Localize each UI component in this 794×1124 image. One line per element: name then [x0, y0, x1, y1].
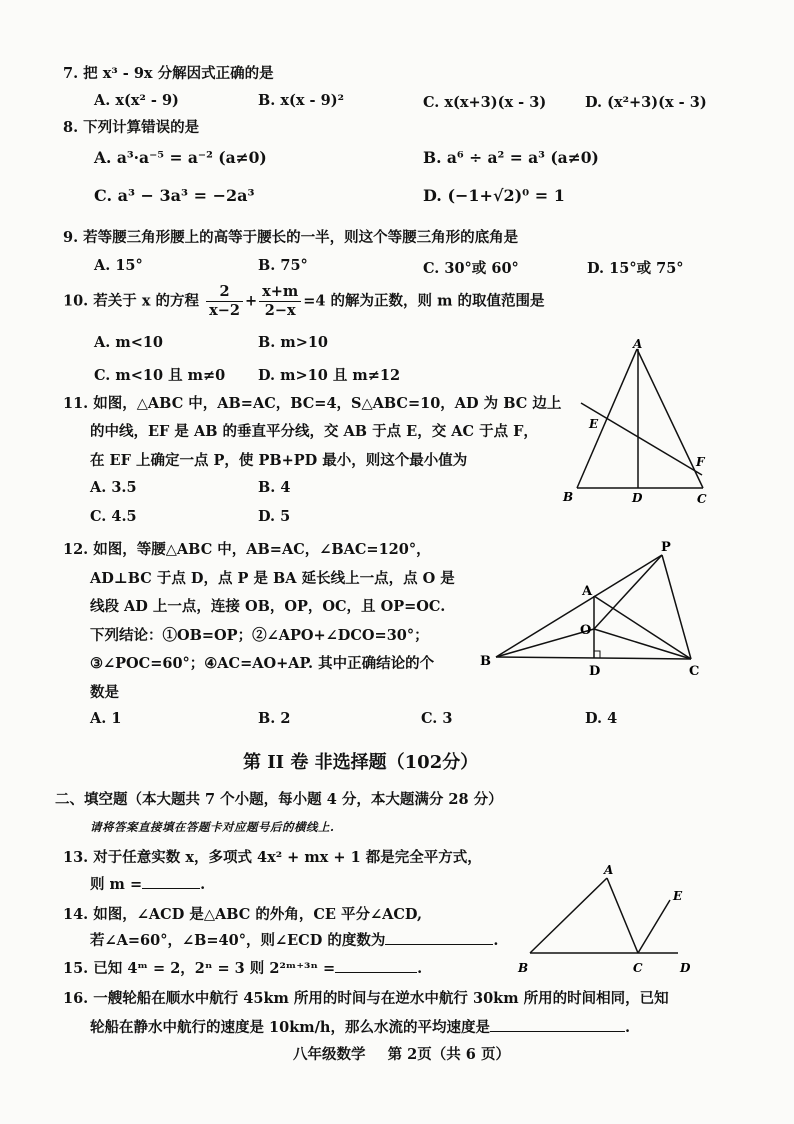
q12-line-5: ③∠POC=60°；④AC=AO+AP. 其中正确结论的个: [90, 655, 435, 672]
q7-stem: 7. 把 x³ - 9x 分解因式正确的是: [63, 65, 274, 82]
q11-figure: [555, 335, 720, 505]
fig14-label-a: A: [604, 863, 614, 877]
q13-answer-blank[interactable]: [142, 872, 200, 889]
q13-answer-prefix: 则 m =: [90, 876, 143, 893]
q7-option-b: B. x(x - 9)²: [258, 92, 344, 109]
q14-period: .: [493, 932, 499, 949]
fig14-label-e: E: [673, 889, 683, 903]
fig11-label-b: B: [563, 490, 574, 504]
fig14-side-ac: [607, 878, 638, 953]
q8-option-d: D. (−1+√2)⁰ = 1: [423, 186, 565, 205]
q16-line-1: 16. 一艘轮船在顺水中航行 45km 所用的时间与在逆水中航行 30km 所用的时间相同，已知: [63, 990, 669, 1007]
q12-line-2: AD⊥BC 于点 D，点 P 是 BA 延长线上一点，点 O 是: [90, 570, 455, 587]
q12-line-1: 12. 如图，等腰△ABC 中，AB=AC，∠BAC=120°，: [63, 541, 431, 558]
q15-answer-blank[interactable]: [335, 956, 417, 973]
fig12-label-d: D: [589, 664, 601, 679]
fig11-label-e: E: [589, 417, 599, 431]
q10-option-c: C. m<10 且 m≠0: [94, 367, 226, 384]
q16-period: .: [624, 1019, 631, 1036]
fig12-label-c: C: [689, 664, 700, 679]
q10-fraction-2-denominator: 2−x: [264, 302, 296, 319]
section-2-heading: 二、填空题（本大题共 7 个小题，每小题 4 分，本大题满分 28 分）: [55, 791, 503, 808]
q10-fraction-1-numerator: 2: [206, 283, 243, 302]
q10-option-d: D. m>10 且 m≠12: [258, 367, 401, 384]
q10-fraction-2: [259, 283, 301, 320]
footer-subject: 八年级数学: [293, 1046, 366, 1063]
fig12-label-o: O: [580, 623, 592, 638]
q10-fraction-2-numerator: x+m: [259, 283, 301, 302]
fig12-label-b: B: [480, 654, 491, 669]
q14-line-2: [90, 928, 498, 950]
fig11-line-ef: [581, 403, 702, 475]
q12-line-3: 线段 AD 上一点，连接 OB，OP，OC，且 OP=OC.: [90, 598, 446, 615]
q13-period: .: [200, 876, 206, 893]
q14-answer-blank[interactable]: [385, 928, 493, 945]
fig11-label-d: D: [632, 491, 643, 505]
fig12-segment-oc: [594, 629, 691, 659]
q15-period: .: [417, 960, 423, 977]
q12-figure: [476, 535, 711, 685]
q10-fraction-1: [206, 283, 243, 320]
q9-option-b: B. 75°: [258, 257, 308, 274]
fig14-side-ab: [530, 878, 607, 953]
q11-line-1: 11. 如图，△ABC 中，AB=AC，BC=4，S△ABC=10，AD 为 BC 边上: [63, 395, 562, 412]
q10-fraction-1-denominator: x−2: [209, 302, 240, 319]
fig12-label-p: P: [661, 540, 671, 555]
fig11-label-c: C: [697, 492, 707, 505]
q8-option-a: A. a³·a⁻⁵ = a⁻² (a≠0): [94, 148, 267, 167]
fig11-side-ac: [637, 349, 703, 488]
q8-option-c: C. a³ − 3a³ = −2a³: [94, 186, 255, 205]
q10-stem-post: =4 的解为正数，则 m 的取值范围是: [303, 292, 545, 310]
q16-question-text: 轮船在静水中航行的速度是 10km/h，那么水流的平均速度是: [90, 1019, 490, 1036]
q9-option-c: C. 30°或 60°: [423, 260, 519, 277]
q14-question-text: 若∠A=60°，∠B=40°，则∠ECD 的度数为: [90, 932, 386, 949]
footer: [293, 1043, 510, 1064]
q7-option-c: C. x(x+3)(x - 3): [423, 94, 547, 111]
section-2-note: 请将答案直接填在答题卡对应题号后的横线上.: [90, 820, 335, 834]
fig12-right-angle-mark: [594, 651, 600, 658]
fig14-label-c: C: [633, 961, 643, 975]
q12-option-d: D. 4: [585, 710, 618, 727]
fig11-label-a: A: [633, 337, 643, 351]
q7-option-a: A. x(x² - 9): [94, 92, 179, 109]
q13-line-1: 13. 对于任意实数 x，多项式 4x² + mx + 1 都是完全平方式，: [63, 849, 482, 866]
q8-option-b: B. a⁶ ÷ a² = a³ (a≠0): [423, 148, 599, 167]
q11-option-a: A. 3.5: [90, 479, 137, 496]
q11-line-3: 在 EF 上确定一点 P，使 PB+PD 最小，则这个最小值为: [90, 452, 468, 469]
q10-plus: +: [244, 292, 258, 310]
q12-option-b: B. 2: [258, 710, 291, 727]
q12-option-a: A. 1: [90, 710, 122, 727]
q9-option-d: D. 15°或 75°: [587, 260, 684, 277]
fig14-label-d: D: [680, 961, 691, 975]
q14-line-1: 14. 如图，∠ACD 是△ABC 的外角，CE 平分∠ACD,: [63, 906, 423, 923]
fig14-bisector-ce: [638, 900, 670, 953]
q11-option-c: C. 4.5: [90, 508, 137, 525]
q9-stem: 9. 若等腰三角形腰上的高等于腰长的一半，则这个等腰三角形的底角是: [63, 229, 519, 246]
q12-line-4: 下列结论：①OB=OP；②∠APO+∠DCO=30°；: [90, 627, 429, 644]
q10-stem: [63, 283, 545, 320]
fig11-label-f: F: [696, 455, 705, 469]
q11-option-b: B. 4: [258, 479, 291, 496]
q14-figure: [510, 858, 700, 978]
q16-line-2: [90, 1015, 630, 1037]
q12-option-c: C. 3: [421, 710, 453, 727]
q11-option-d: D. 5: [258, 508, 291, 525]
fig14-label-b: B: [518, 961, 529, 975]
q15-line: [63, 956, 422, 978]
q10-option-a: A. m<10: [94, 334, 164, 351]
q16-answer-blank[interactable]: [490, 1015, 625, 1032]
q11-line-2: 的中线，EF 是 AB 的垂直平分线，交 AB 于点 E，交 AC 于点 F，: [90, 423, 538, 440]
q13-line-2: [90, 872, 205, 894]
q12-line-6: 数是: [90, 684, 119, 701]
fig12-label-a: A: [582, 584, 593, 599]
footer-page-number: 第 2页（共 6 页）: [387, 1046, 510, 1063]
q10-option-b: B. m>10: [258, 334, 329, 351]
q10-stem-pre: 10. 若关于 x 的方程: [63, 292, 200, 310]
q15-question-text: 15. 已知 4ᵐ = 2，2ⁿ = 3 则 2²ᵐ⁺³ⁿ =: [63, 960, 336, 977]
q7-option-d: D. (x²+3)(x - 3): [585, 94, 707, 111]
q9-option-a: A. 15°: [94, 257, 143, 274]
q8-stem: 8. 下列计算错误的是: [63, 119, 200, 136]
section-2-title: 第 II 卷 非选择题（102分）: [243, 752, 479, 773]
